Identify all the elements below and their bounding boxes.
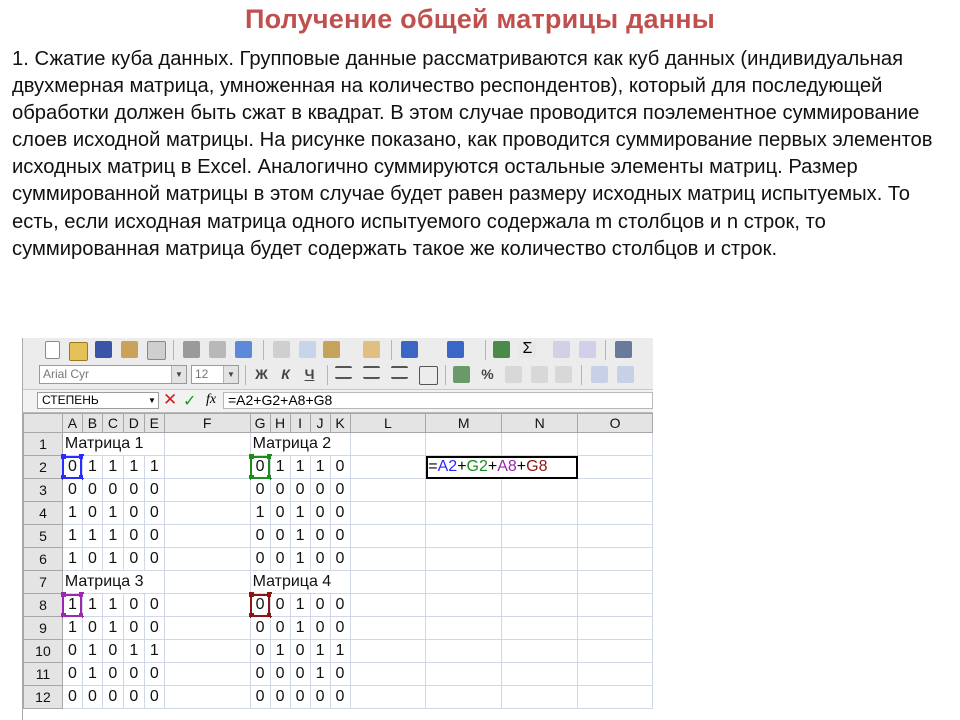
cell[interactable]: 0: [62, 686, 82, 709]
font-size-value: 12: [195, 367, 209, 381]
sheet-row: [24, 640, 653, 663]
row-header[interactable]: 6: [24, 548, 63, 571]
enter-icon[interactable]: ✓: [183, 393, 197, 410]
increase-decimal-icon[interactable]: [531, 366, 548, 383]
cell[interactable]: [164, 479, 250, 502]
cell[interactable]: 1: [82, 525, 102, 548]
underline-button[interactable]: Ч: [304, 366, 315, 382]
cell[interactable]: 1: [310, 663, 330, 686]
cell[interactable]: 0: [310, 548, 330, 571]
formula-input[interactable]: =A2+G2+A8+G8: [223, 392, 653, 409]
cell[interactable]: 0: [250, 525, 270, 548]
select-all-corner[interactable]: [24, 414, 63, 433]
cell[interactable]: [350, 686, 426, 709]
cell[interactable]: [164, 686, 250, 709]
cell[interactable]: 0: [270, 525, 290, 548]
copy-icon[interactable]: [299, 341, 316, 358]
cell[interactable]: 0: [144, 502, 164, 525]
cell[interactable]: 0: [144, 686, 164, 709]
cell[interactable]: [426, 502, 502, 525]
cell[interactable]: 1: [62, 617, 82, 640]
decrease-decimal-icon[interactable]: [555, 366, 572, 383]
row-header[interactable]: 10: [24, 640, 63, 663]
matrix-1-label[interactable]: Матрица 1: [62, 433, 164, 456]
cell[interactable]: [350, 479, 426, 502]
cell[interactable]: 0: [82, 479, 102, 502]
cell[interactable]: 0: [144, 663, 164, 686]
sheet-row: [24, 502, 653, 525]
column-header[interactable]: D: [123, 414, 144, 433]
cell[interactable]: 0: [62, 479, 82, 502]
cell[interactable]: 1: [270, 640, 290, 663]
cell[interactable]: [350, 433, 426, 456]
cell[interactable]: [164, 525, 250, 548]
matrix-4-label[interactable]: Матрица 4: [250, 571, 350, 594]
column-header[interactable]: H: [270, 414, 290, 433]
cell[interactable]: [350, 594, 426, 617]
spreadsheet-grid: [23, 413, 653, 709]
sheet-row: [24, 571, 653, 594]
cell[interactable]: 0: [330, 663, 350, 686]
cell[interactable]: 0: [310, 686, 330, 709]
cell[interactable]: 1: [144, 640, 164, 663]
cell[interactable]: [426, 571, 502, 594]
cell[interactable]: 1: [102, 502, 123, 525]
decrease-indent-icon[interactable]: [591, 366, 608, 383]
cell[interactable]: [502, 525, 578, 548]
cell[interactable]: [164, 640, 250, 663]
cell[interactable]: [350, 640, 426, 663]
currency-icon[interactable]: [453, 366, 470, 383]
cell[interactable]: 0: [330, 525, 350, 548]
cell[interactable]: [426, 433, 502, 456]
column-header[interactable]: K: [330, 414, 350, 433]
cell[interactable]: 0: [270, 594, 290, 617]
bold-button[interactable]: Ж: [255, 366, 268, 382]
cell[interactable]: [164, 617, 250, 640]
cell[interactable]: 0: [330, 686, 350, 709]
cell[interactable]: [578, 525, 653, 548]
spelling-icon[interactable]: [235, 341, 252, 358]
column-header[interactable]: C: [102, 414, 123, 433]
cell[interactable]: 0: [270, 663, 290, 686]
cell[interactable]: [578, 617, 653, 640]
font-name-value: Arial Cyr: [43, 367, 90, 381]
cell[interactable]: [426, 640, 502, 663]
print-preview-icon[interactable]: [209, 341, 226, 358]
cell[interactable]: 0: [102, 663, 123, 686]
column-header[interactable]: E: [144, 414, 164, 433]
column-header[interactable]: L: [350, 414, 426, 433]
cell[interactable]: 0: [330, 617, 350, 640]
cell[interactable]: 0: [144, 525, 164, 548]
align-left-icon[interactable]: [335, 366, 352, 379]
cell[interactable]: 0: [290, 640, 310, 663]
cell[interactable]: 0: [290, 479, 310, 502]
cell[interactable]: 0: [270, 617, 290, 640]
autosum-icon[interactable]: Σ: [519, 341, 536, 358]
cell[interactable]: 0: [250, 479, 270, 502]
cell[interactable]: 0: [310, 617, 330, 640]
cell[interactable]: 0: [82, 617, 102, 640]
cell[interactable]: [426, 686, 502, 709]
italic-button[interactable]: К: [281, 366, 290, 382]
chart-wizard-icon[interactable]: [615, 341, 632, 358]
cell[interactable]: 1: [102, 525, 123, 548]
cell[interactable]: 0: [310, 594, 330, 617]
column-header[interactable]: F: [164, 414, 250, 433]
cell[interactable]: 0: [102, 479, 123, 502]
cell[interactable]: [578, 502, 653, 525]
cell[interactable]: 0: [144, 617, 164, 640]
cell[interactable]: 0: [62, 640, 82, 663]
paste-icon[interactable]: [323, 341, 340, 358]
slide-paragraph: 1. Сжатие куба данных. Групповые данные рассматриваются как куб данных (индивидуальная двухмерная матрица, умноженная на количество респондентов), который для последующей обработки должен быть сжат в квадрат. В этом случае проводится поэлементное суммирование слоев исходной матрицы. На рисунке показано, как проводится суммирование первых элементов исходных матриц в Excel. Аналогично суммируются остальные элементы матриц. Размер суммированной матрицы в этом случае будет равен размеру исходных матриц испытуемых. То есть, если исходная матрица одного испытуемого содержала m столбцов и n строк, то суммированная матрица будет содержать такое же количество столбцов и строк.: [12, 48, 933, 260]
cell[interactable]: 0: [250, 548, 270, 571]
cell[interactable]: [502, 479, 578, 502]
cell[interactable]: 0: [250, 617, 270, 640]
cell-a2-selected[interactable]: 0: [62, 456, 82, 479]
cell[interactable]: 0: [330, 479, 350, 502]
cell[interactable]: 0: [290, 686, 310, 709]
cell[interactable]: [350, 571, 426, 594]
excel-screenshot: [22, 338, 653, 720]
row-header[interactable]: 7: [24, 571, 63, 594]
cell[interactable]: 1: [270, 456, 290, 479]
cell[interactable]: [164, 456, 250, 479]
chevron-down-icon[interactable]: ▼: [171, 366, 186, 383]
cell[interactable]: 0: [123, 548, 144, 571]
cell[interactable]: 1: [62, 548, 82, 571]
cell[interactable]: [426, 548, 502, 571]
cell[interactable]: 0: [270, 548, 290, 571]
cell-m2-editing[interactable]: =A2+G2+A8+G8: [426, 456, 578, 479]
matrix-2-label[interactable]: Матрица 2: [250, 433, 350, 456]
row-header[interactable]: 3: [24, 479, 63, 502]
sheet-row: [24, 686, 653, 709]
cell[interactable]: 0: [310, 502, 330, 525]
cell[interactable]: 1: [310, 640, 330, 663]
cell[interactable]: 0: [102, 640, 123, 663]
cell[interactable]: 0: [123, 502, 144, 525]
cell[interactable]: 1: [290, 617, 310, 640]
sheet-row: [24, 525, 653, 548]
save-icon[interactable]: [95, 341, 112, 358]
font-name-select[interactable]: [39, 365, 187, 384]
row-header[interactable]: 8: [24, 594, 63, 617]
cell[interactable]: 1: [62, 525, 82, 548]
cell[interactable]: 0: [330, 548, 350, 571]
cell[interactable]: 1: [82, 663, 102, 686]
sheet-row: [24, 617, 653, 640]
cell-g2-selected[interactable]: 0: [250, 456, 270, 479]
cell[interactable]: [502, 571, 578, 594]
cell[interactable]: [426, 525, 502, 548]
cell[interactable]: 0: [310, 525, 330, 548]
cell[interactable]: 0: [62, 663, 82, 686]
cell[interactable]: 1: [290, 548, 310, 571]
formula-bar: [23, 390, 653, 413]
cell[interactable]: 0: [144, 548, 164, 571]
cell[interactable]: 1: [82, 640, 102, 663]
cell[interactable]: [350, 663, 426, 686]
sort-asc-icon[interactable]: [553, 341, 570, 358]
increase-indent-icon[interactable]: [617, 366, 634, 383]
formatting-toolbar: [23, 361, 653, 390]
percent-button[interactable]: %: [481, 366, 494, 382]
cell[interactable]: 0: [82, 548, 102, 571]
cell[interactable]: 0: [102, 686, 123, 709]
cell[interactable]: 0: [144, 594, 164, 617]
cell[interactable]: 1: [82, 456, 102, 479]
row-header[interactable]: 1: [24, 433, 63, 456]
cell[interactable]: [578, 479, 653, 502]
cell[interactable]: 0: [123, 686, 144, 709]
row-header[interactable]: 5: [24, 525, 63, 548]
cell[interactable]: 1: [250, 502, 270, 525]
open-icon[interactable]: [69, 342, 88, 361]
chevron-down-icon[interactable]: ▼: [148, 396, 156, 405]
cell[interactable]: 0: [123, 617, 144, 640]
sheet-row: [24, 548, 653, 571]
cell[interactable]: [426, 479, 502, 502]
cell[interactable]: [164, 663, 250, 686]
cell[interactable]: 0: [290, 663, 310, 686]
cancel-icon[interactable]: ✕: [163, 390, 178, 409]
name-box-value: СТЕПЕНЬ: [42, 393, 99, 407]
new-icon[interactable]: [45, 341, 60, 359]
cell[interactable]: [426, 663, 502, 686]
cell[interactable]: [164, 571, 250, 594]
row-header[interactable]: 2: [24, 456, 63, 479]
cell[interactable]: [164, 433, 250, 456]
cell[interactable]: 0: [310, 479, 330, 502]
email-icon[interactable]: [147, 341, 166, 360]
cell[interactable]: [350, 525, 426, 548]
cell[interactable]: 1: [290, 456, 310, 479]
cell[interactable]: 1: [102, 594, 123, 617]
sort-desc-icon[interactable]: [579, 341, 596, 358]
cell[interactable]: 0: [330, 594, 350, 617]
cell[interactable]: [502, 502, 578, 525]
cell[interactable]: 1: [290, 502, 310, 525]
cell[interactable]: 0: [123, 525, 144, 548]
cell-g8-selected[interactable]: 0: [250, 594, 270, 617]
cell[interactable]: [502, 433, 578, 456]
cell[interactable]: [350, 617, 426, 640]
cell[interactable]: [578, 640, 653, 663]
cell[interactable]: [502, 594, 578, 617]
slide-title: Получение общей матрицы данны: [245, 4, 715, 34]
column-header[interactable]: G: [250, 414, 270, 433]
cell[interactable]: 0: [250, 640, 270, 663]
cell[interactable]: 1: [102, 548, 123, 571]
cell[interactable]: 1: [310, 456, 330, 479]
cell[interactable]: 1: [123, 456, 144, 479]
hyperlink-icon[interactable]: [493, 341, 510, 358]
merge-center-icon[interactable]: [419, 366, 438, 385]
column-header[interactable]: O: [578, 414, 653, 433]
cell[interactable]: 0: [82, 502, 102, 525]
sheet-row: [24, 663, 653, 686]
cell-a8-selected[interactable]: 1: [62, 594, 82, 617]
cell[interactable]: 1: [123, 640, 144, 663]
cell[interactable]: [350, 502, 426, 525]
align-center-icon[interactable]: [363, 366, 380, 379]
cell[interactable]: 0: [270, 479, 290, 502]
cell[interactable]: [426, 594, 502, 617]
cell[interactable]: 1: [102, 617, 123, 640]
cell[interactable]: [578, 456, 653, 479]
cell[interactable]: 1: [102, 456, 123, 479]
cell[interactable]: 0: [330, 502, 350, 525]
cell[interactable]: 0: [270, 686, 290, 709]
cell[interactable]: [502, 617, 578, 640]
column-header[interactable]: A: [62, 414, 82, 433]
cell[interactable]: [578, 548, 653, 571]
redo-icon[interactable]: [447, 341, 464, 358]
sheet-row: [24, 456, 653, 479]
cell[interactable]: 0: [270, 502, 290, 525]
comma-style-icon[interactable]: [505, 366, 522, 383]
cell[interactable]: [578, 594, 653, 617]
cell[interactable]: [502, 640, 578, 663]
cell[interactable]: 0: [123, 663, 144, 686]
cell[interactable]: 0: [82, 686, 102, 709]
cell[interactable]: [426, 617, 502, 640]
cell[interactable]: [578, 571, 653, 594]
column-header[interactable]: J: [310, 414, 330, 433]
column-header[interactable]: M: [426, 414, 502, 433]
permission-icon[interactable]: [121, 341, 138, 358]
cell[interactable]: 0: [123, 594, 144, 617]
cell[interactable]: 0: [330, 456, 350, 479]
cell[interactable]: [502, 686, 578, 709]
cell[interactable]: [350, 548, 426, 571]
insert-function-icon[interactable]: fx: [206, 392, 217, 407]
cell[interactable]: 1: [62, 502, 82, 525]
sheet-row: [24, 479, 653, 502]
row-header[interactable]: 11: [24, 663, 63, 686]
cell[interactable]: 1: [290, 594, 310, 617]
font-size-select[interactable]: [191, 365, 239, 384]
cell[interactable]: 0: [123, 479, 144, 502]
cell[interactable]: 1: [330, 640, 350, 663]
cut-icon[interactable]: [273, 341, 290, 358]
column-header[interactable]: I: [290, 414, 310, 433]
sheet-row: [24, 433, 653, 456]
column-header[interactable]: B: [82, 414, 102, 433]
cell[interactable]: 1: [290, 525, 310, 548]
format-painter-icon[interactable]: [363, 341, 380, 358]
row-header[interactable]: 9: [24, 617, 63, 640]
cell[interactable]: 0: [250, 686, 270, 709]
matrix-3-label[interactable]: Матрица 3: [62, 571, 164, 594]
cell[interactable]: [350, 456, 426, 479]
cell[interactable]: [164, 548, 250, 571]
cell[interactable]: [164, 594, 250, 617]
row-header[interactable]: 12: [24, 686, 63, 709]
column-header-row: [24, 414, 653, 433]
cell[interactable]: [578, 686, 653, 709]
cell[interactable]: 1: [144, 456, 164, 479]
undo-icon[interactable]: [401, 341, 418, 358]
cell[interactable]: 1: [82, 594, 102, 617]
cell[interactable]: [578, 663, 653, 686]
cell[interactable]: [502, 663, 578, 686]
chevron-down-icon[interactable]: ▼: [223, 366, 238, 383]
cell[interactable]: [164, 502, 250, 525]
align-right-icon[interactable]: [391, 366, 408, 379]
cell[interactable]: [502, 548, 578, 571]
column-header[interactable]: N: [502, 414, 578, 433]
print-icon[interactable]: [183, 341, 200, 358]
sheet-row: [24, 594, 653, 617]
row-header[interactable]: 4: [24, 502, 63, 525]
name-box[interactable]: [37, 392, 159, 409]
cell[interactable]: 0: [250, 663, 270, 686]
cell[interactable]: [578, 433, 653, 456]
cell[interactable]: 0: [144, 479, 164, 502]
